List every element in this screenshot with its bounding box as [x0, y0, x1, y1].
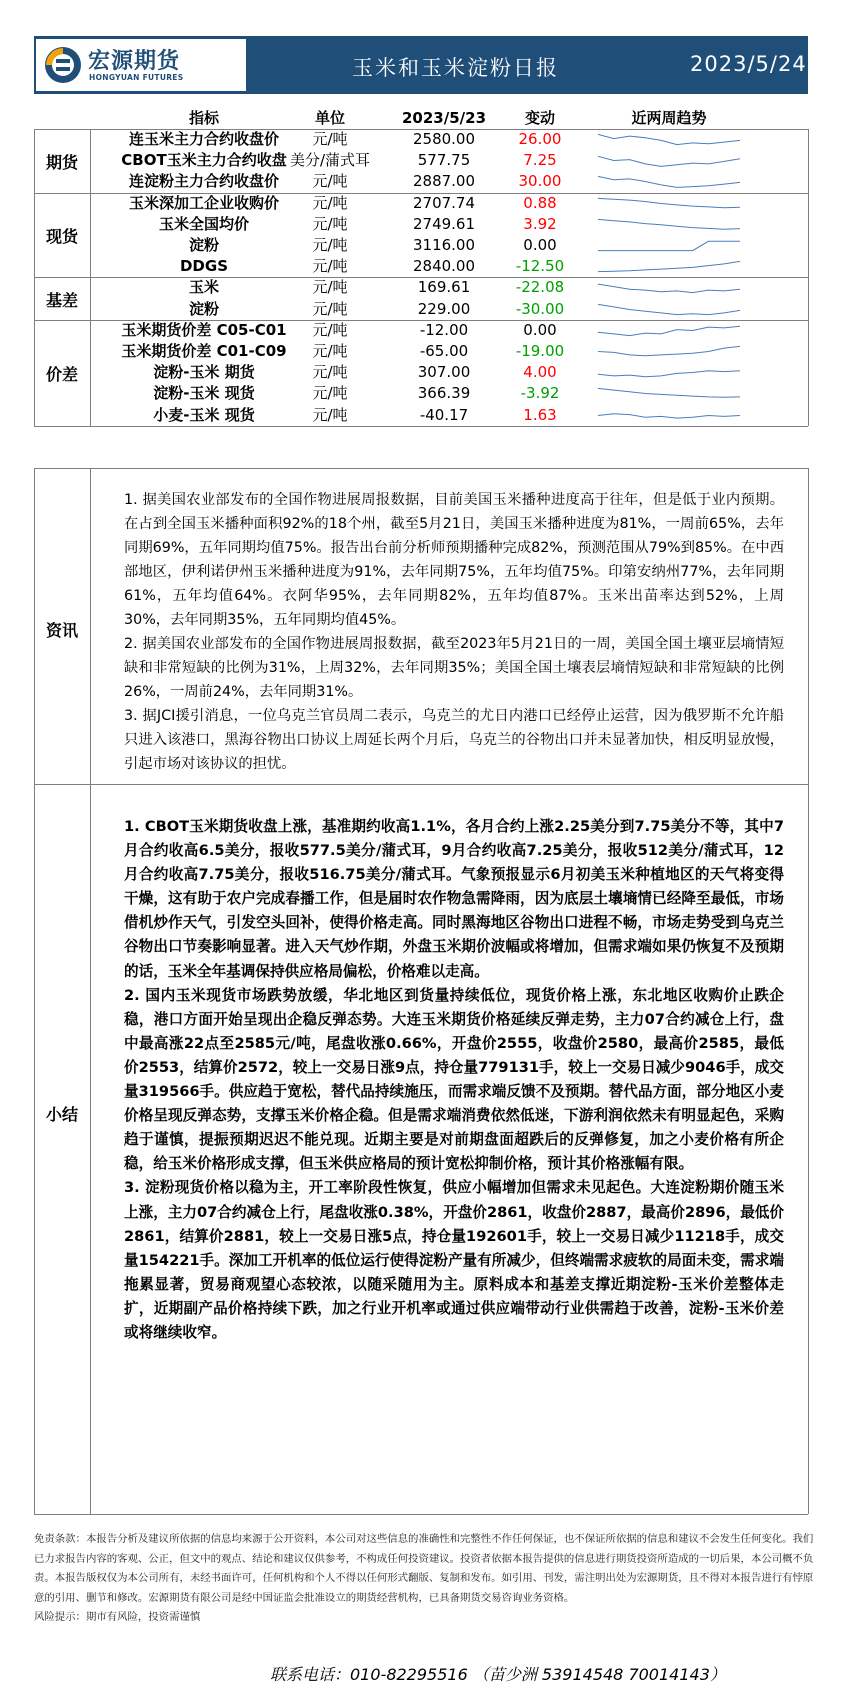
trend-sparkline	[594, 299, 744, 320]
unit-cell: 元/吨	[312, 278, 348, 297]
trend-line	[598, 156, 740, 166]
value-cell: 366.39	[417, 384, 471, 403]
indicator-name: 玉米期货价差 C05-C01	[121, 320, 287, 339]
trend-sparkline	[594, 235, 744, 256]
divider	[34, 784, 808, 785]
indicator-name: 淀粉-玉米 现货	[153, 384, 255, 403]
trend-line	[598, 262, 740, 272]
divider	[808, 468, 809, 1514]
trend-sparkline	[594, 277, 744, 298]
value-cell: 2580.00	[412, 130, 476, 148]
table-row	[34, 256, 808, 277]
summary-text	[124, 815, 784, 1345]
indicator-name: 玉米期货价差 C01-C09	[121, 342, 287, 360]
trend-line	[598, 413, 740, 417]
disclaimer	[34, 1530, 814, 1628]
unit-cell: 元/吨	[312, 363, 348, 382]
change-cell: -30.00	[515, 299, 565, 318]
summary-paragraph: 3. 淀粉现货价格以稳为主，开工率阶段性恢复，供应小幅增加但需求未见起色。大连淀粉期价随玉米上涨，主力07合约减仓上行，尾盘收涨0.38%，开盘价2861，收盘价2887，最高价2896，最低价2861，结算价2881，较上一交易日涨5点，持仓量192601手，较上一交易日减少11218手，成交量154221手。深加工开机率的低位运行使得淀粉产量有所减少，但终端需求疲软的局面未变，需求端拖累显著，贸易商观望心态较浓，以随采随用为主。原料成本和基差支撑近期淀粉-玉米价差整体走扩，近期副产品价格持续下跌，加之行业开机率或通过供应端带动行业供需趋于改善，淀粉-玉米价差或将继续收窄。	[124, 1179, 784, 1341]
change-cell: 0.88	[523, 193, 557, 212]
table-row	[34, 129, 808, 150]
table-row	[34, 150, 808, 171]
change-cell: -22.08	[515, 278, 565, 297]
trend-sparkline	[594, 214, 744, 235]
news-text	[124, 488, 784, 776]
table-row	[34, 405, 808, 426]
value-cell: 2707.74	[412, 193, 476, 212]
trend-line	[598, 177, 740, 188]
value-cell: 229.00	[417, 299, 471, 318]
value-cell: 2840.00	[412, 257, 476, 276]
indicator-name: 连玉米主力合约收盘价	[128, 130, 279, 148]
value-cell: 3116.00	[412, 236, 476, 254]
group-label: 基差	[45, 290, 78, 310]
indicator-name: 玉米深加工企业收购价	[128, 193, 279, 212]
unit-cell: 元/吨	[312, 257, 348, 276]
value-cell: 577.75	[417, 151, 471, 170]
summary-section	[34, 784, 808, 1514]
table-border	[808, 129, 809, 426]
column-header-trend: 近两周趋势	[631, 109, 707, 127]
change-cell: 0.00	[523, 236, 557, 254]
table-border	[90, 129, 91, 426]
unit-cell: 元/吨	[312, 236, 348, 254]
trend-line	[598, 284, 740, 293]
divider	[34, 1514, 808, 1515]
column-header-change: 变动	[524, 109, 555, 127]
risk-warning: 风险提示：期市有风险，投资需谨慎	[34, 1611, 201, 1623]
disclaimer-text: 免责条款：本报告分析及建议所依据的信息均来源于公开资料，本公司对这些信息的准确性和完整性不作任何保证，也不保证所依据的信息和建议不会发生任何变化。我们已力求报告内容的客观、公正，但文中的观点、结论和建议仅供参考，不构成任何投资建议。投资者依据本报告提供的信息进行期货投资所造成的一切后果，本公司概不负责。本报告版权仅为本公司所有，未经书面许可，任何机构和个人不得以任何形式翻版、复制和发布。如引用、刊发，需注明出处为宏源期货，且不得对本报告进行有悖原意的引用、删节和修改。宏源期货有限公司是经中国证监会批准设立的期货经营机构，已具备期货交易咨询业务资格。	[34, 1533, 814, 1604]
logo-text-cn: 宏源期货	[88, 49, 181, 74]
indicator-name: DDGS	[179, 257, 229, 276]
unit-cell: 元/吨	[312, 405, 348, 424]
group-divider	[34, 426, 808, 427]
change-cell: -19.00	[515, 342, 565, 360]
table-row	[34, 383, 808, 404]
group-divider	[34, 193, 808, 194]
logo-text-en: HONGYUAN FUTURES	[89, 73, 184, 82]
indicator-name: 玉米全国均价	[158, 214, 249, 233]
group-divider	[34, 320, 808, 321]
table-row	[34, 362, 808, 383]
unit-cell: 元/吨	[312, 320, 348, 339]
trend-line	[598, 304, 740, 314]
trend-sparkline	[594, 320, 744, 341]
trend-sparkline	[594, 256, 744, 277]
indicator-name: 淀粉-玉米 期货	[153, 363, 255, 382]
unit-cell: 元/吨	[312, 299, 348, 318]
trend-sparkline	[594, 383, 744, 404]
report-date: 2023/5/24	[690, 52, 807, 76]
indicator-name: 淀粉	[188, 236, 219, 254]
value-cell: 307.00	[417, 363, 471, 382]
summary-paragraph: 2. 国内玉米现货市场跌势放缓，华北地区到货量持续低位，现货价格上涨，东北地区收购价止跌企稳，港口方面开始呈现出企稳反弹态势。大连玉米期货价格延续反弹走势，主力07合约减仓上行，盘中最高涨22点至2585元/吨，尾盘收涨0.66%，开盘价2555，收盘价2580，最高价2585，最低价2553，结算价2572，较上一交易日涨9点，持仓量779131手，较上一交易日减少9046手，成交量319566手。供应趋于宽松，替代品持续施压，而需求端反馈不及预期。替代品方面，部分地区小麦价格呈现反弹态势，支撑玉米价格企稳。但是需求端消费依然低迷，下游利润依然未有明显起色，采购趋于谨慎，提振预期迟迟不能兑现。近期主要是对前期盘面超跌后的反弹修复，加之小麦价格有所企稳，给玉米价格形成支撑，但玉米供应格局的预计宽松抑制价格，预计其价格涨幅有限。	[124, 986, 784, 1173]
unit-cell: 美分/蒲式耳	[289, 151, 371, 170]
trend-line	[598, 241, 740, 250]
indicator-name: CBOT玉米主力合约收盘	[121, 151, 287, 170]
value-cell: -12.00	[419, 320, 469, 339]
trend-line	[598, 198, 740, 207]
logo-mark-icon	[44, 46, 82, 84]
trend-line	[598, 389, 740, 398]
value-cell: 169.61	[417, 278, 471, 297]
company-logo	[36, 39, 246, 91]
unit-cell: 元/吨	[312, 193, 348, 212]
table-border	[34, 129, 35, 426]
news-section	[34, 468, 808, 784]
change-cell: 1.63	[523, 405, 557, 424]
trend-sparkline	[594, 129, 744, 150]
column-header-unit: 单位	[314, 109, 345, 127]
contact-info: 联系电话：010-82295516 （苗少洲 53914548 70014143）	[270, 1665, 726, 1684]
indicator-name: 连淀粉主力合约收盘价	[128, 172, 279, 191]
news-paragraph: 2. 据美国农业部发布的全国作物进展周报数据，截至2023年5月21日的一周，美国全国土壤亚层墒情短缺和非常短缺的比例为31%，上周32%，去年同期35%；美国全国土壤表层墒情短缺和非常短缺的比例26%，一周前24%，去年同期31%。	[124, 636, 784, 700]
unit-cell: 元/吨	[312, 172, 348, 191]
trend-sparkline	[594, 150, 744, 171]
table-row	[34, 171, 808, 192]
divider	[34, 468, 35, 1514]
value-cell: -65.00	[419, 342, 469, 360]
change-cell: -3.92	[520, 384, 560, 403]
table-row	[34, 214, 808, 235]
column-header-indicator: 指标	[188, 109, 219, 127]
unit-cell: 元/吨	[312, 214, 348, 233]
indicator-name: 玉米	[188, 278, 219, 297]
indicator-name: 小麦-玉米 现货	[153, 405, 255, 424]
news-paragraph: 1. 据美国农业部发布的全国作物进展周报数据，目前美国玉米播种进度高于往年，但是低于业内预期。在占到全国玉米播种面积92%的18个州，截至5月21日，美国玉米播种进度为81%，一周前65%，去年同期69%，五年同期均值75%。报告出台前分析师预期播种完成82%，预测范围从79%到85%。在中西部地区，伊利诺伊州玉米播种进度为91%，去年同期75%，五年均值75%。印第安纳州77%，去年同期61%，五年均值64%。衣阿华95%，去年同期82%，五年均值87%。玉米出苗率达到52%，上周30%，去年同期35%，五年同期均值45%。	[124, 492, 784, 628]
table-row	[34, 299, 808, 320]
change-cell: 4.00	[523, 363, 557, 382]
trend-sparkline	[594, 193, 744, 214]
unit-cell: 元/吨	[312, 342, 348, 360]
indicator-name: 淀粉	[188, 299, 219, 318]
group-label: 期货	[45, 152, 78, 172]
group-label: 现货	[45, 227, 78, 246]
table-header-row	[34, 108, 808, 129]
change-cell: 3.92	[523, 214, 557, 233]
value-cell: -40.17	[419, 405, 469, 424]
column-header-date: 2023/5/23	[401, 109, 487, 127]
trend-sparkline	[594, 171, 744, 192]
value-cell: 2887.00	[412, 172, 476, 191]
trend-sparkline	[594, 341, 744, 362]
trend-sparkline	[594, 405, 744, 426]
group-divider	[34, 277, 808, 278]
unit-cell: 元/吨	[312, 384, 348, 403]
divider	[34, 468, 808, 469]
change-cell: 30.00	[518, 172, 562, 191]
trend-line	[598, 219, 740, 229]
report-header	[34, 36, 808, 94]
table-row	[34, 277, 808, 298]
change-cell: -12.50	[515, 257, 565, 276]
summary-label: 小结	[45, 1105, 78, 1124]
trend-line	[598, 326, 740, 335]
group-divider	[34, 129, 808, 130]
change-cell: 7.25	[523, 151, 557, 170]
unit-cell: 元/吨	[312, 130, 348, 148]
trend-line	[598, 346, 740, 355]
table-row	[34, 341, 808, 362]
trend-line	[598, 134, 740, 144]
report-title: 玉米和玉米淀粉日报	[352, 56, 559, 80]
change-cell: 0.00	[523, 320, 557, 339]
table-row	[34, 193, 808, 214]
news-paragraph: 3. 据JCI援引消息，一位乌克兰官员周二表示，乌克兰的尤日内港口已经停止运营，因为俄罗斯不允许船只进入该港口，黑海谷物出口协议上周延长两个月后，乌克兰的谷物出口并未显著加快，相反明显放慢，引起市场对该协议的担忧。	[124, 708, 784, 772]
trend-sparkline	[594, 362, 744, 383]
table-row	[34, 320, 808, 341]
change-cell: 26.00	[518, 130, 562, 148]
news-label: 资讯	[45, 621, 78, 640]
trend-line	[598, 371, 740, 377]
summary-paragraph: 1. CBOT玉米期货收盘上涨，基准期约收高1.1%，各月合约上涨2.25美分到7.75美分不等，其中7月合约收高6.5美分，报收577.5美分/蒲式耳，9月合约收高7.25美分，报收512美分/蒲式耳，12月合约收高7.75美分，报收516.75美分/蒲式耳。气象预报显示6月初美玉米种植地区的天气将变得干燥，这有助于农户完成春播工作，但是届时农作物急需降雨，因为底层土壤墒情已经降至最低，市场借机炒作天气，引发空头回补，使得价格走高。同时黑海地区谷物出口进程不畅，市场走势受到乌克兰谷物出口节奏影响显著。进入天气炒作期，外盘玉米期价波幅或将增加，但需求端如果仍恢复不及预期的话，玉米全年基调保持供应格局偏松，价格难以走高。	[124, 818, 784, 980]
value-cell: 2749.61	[412, 214, 476, 233]
divider	[90, 468, 91, 1514]
group-label: 价差	[45, 364, 78, 384]
table-row	[34, 235, 808, 256]
